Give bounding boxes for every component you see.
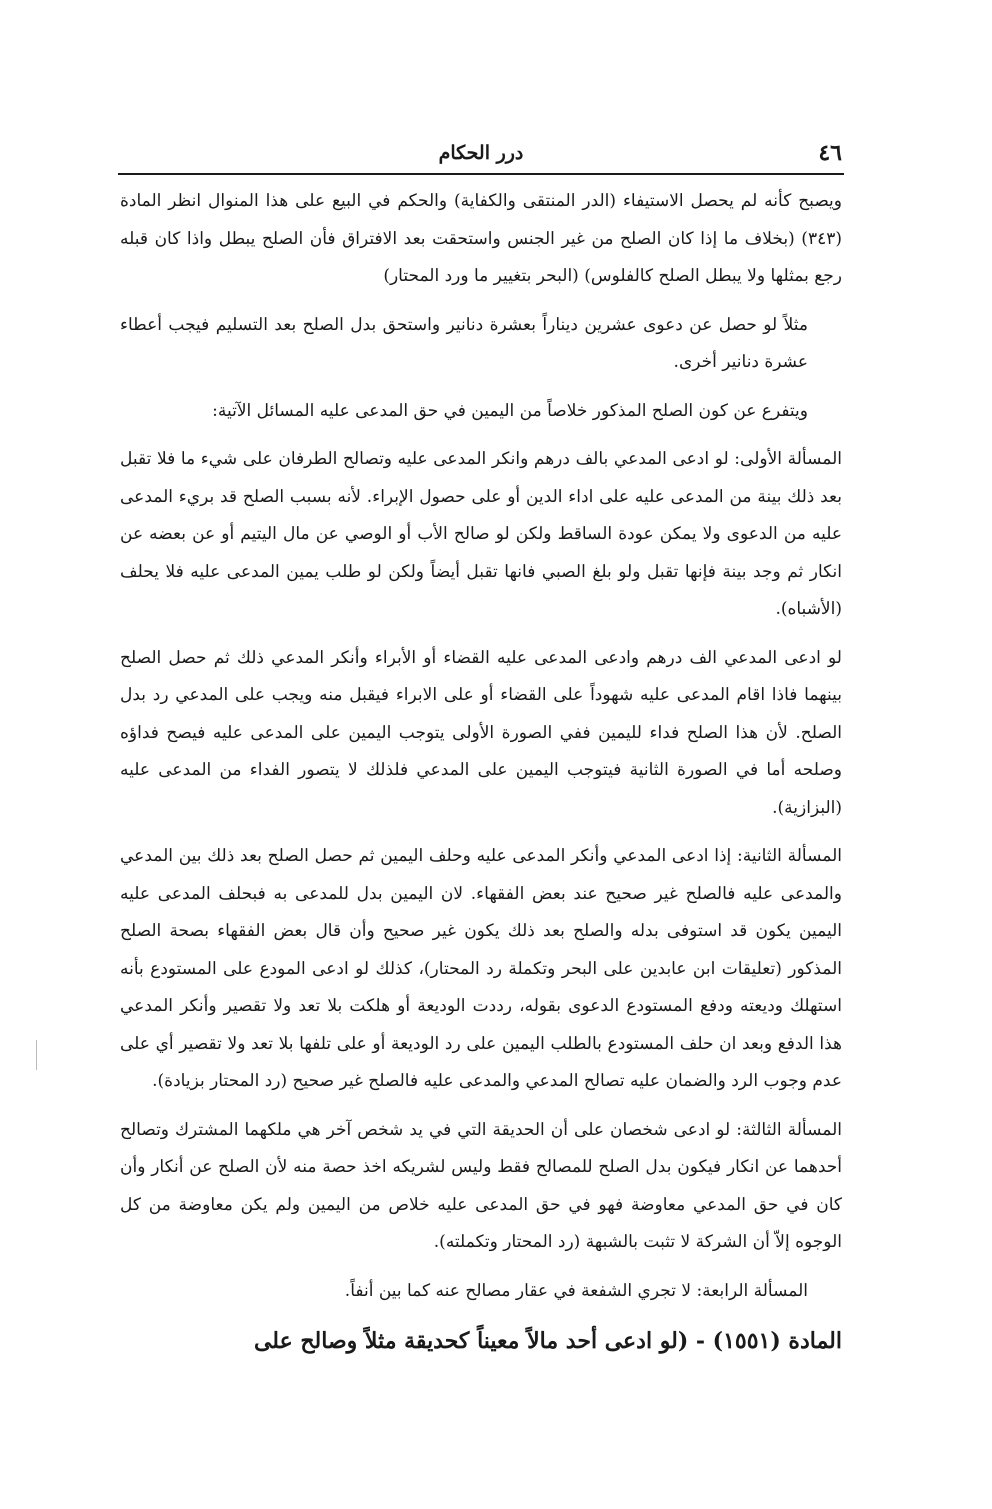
page-number: ٤٦: [818, 140, 842, 166]
running-title: درر الحكام: [438, 142, 524, 164]
header-rule: [118, 173, 844, 175]
paragraph-third-issue: المسألة الثالثة: لو ادعى شخصان على أن الحديقة التي في يد شخص آخر هي ملكهما المشترك وتصالح أحدهما عن انكار فيكون بدل الصلح للمصالح فقط وليس لشريكه اخذ حصة منه لأن الصلح عن أنكار وأن كان في حق المدعي معاوضة فهو في حق المدعى عليه خلاص من اليمين ولم يكن معاوضة من كل الوجوه إلاّ أن الشركة لا تثبت بالشبهة (رد المحتار وتكملته).: [120, 1119, 842, 1252]
article-heading: المادة (١٥٥١) - (لو ادعى أحد مالاً معيناً كحديقة مثلاً وصالح على: [253, 1328, 842, 1354]
margin-mark: [36, 1040, 37, 1070]
page-header: [120, 140, 842, 172]
paragraph-second-issue: المسألة الثانية: إذا ادعى المدعي وأنكر المدعى عليه وحلف اليمين ثم حصل الصلح بعد ذلك بين المدعي والمدعى عليه فالصلح غير صحيح عند بعض الفقهاء. لان اليمين بدل للمدعى به فبحلف المدعى عليه اليمين يكون قد استوفى بدله والصلح بعد ذلك يكون غير صحيح وأن قال بعض الفقهاء بصحة الصلح المذكور (تعليقات ابن عابدين على البحر وتكملة رد المحتار)، كذلك لو ادعى المودع على المستودع بأنه استهلك وديعته ودفع المستودع الدعوى بقوله، رددت الوديعة أو هلكت بلا تعد ولا تقصير وأنكر المدعي هذا الدفع وبعد ان حلف المستودع بالطلب اليمين على رد الوديعة أو على تلفها بلا تعد ولا تقصير أي على عدم وجوب الرد والضمان عليه تصالح المدعي والمدعى عليه فالصلح غير صحيح (رد المحتار بزيادة).: [120, 846, 842, 1091]
page-body: [120, 183, 842, 1372]
paragraph-first-issue: المسألة الأولى: لو ادعى المدعي بالف درهم وانكر المدعى عليه وتصالح الطرفان على شيء ما فلا تقبل بعد ذلك بينة من المدعى عليه على اداء الدين أو على حصول الإبراء. لأنه بسبب الصلح قد بريء المدعى عليه من الدعوى ولا يمكن عودة الساقط ولكن لو صالح الأب أو الوصي عن مال اليتيم أو عن بعضه عن انكار ثم وجد بينة فإنها تقبل ولو بلغ الصبي فانها تقبل أيضاً ولكن لو طلب يمين المدعى عليه فلا يحلف (الأشباه).: [120, 449, 842, 619]
paragraph-continuation: ويصبح كأنه لم يحصل الاستيفاء (الدر المنتقى والكفاية) والحكم في البيع على هذا المنوال انظر المادة (٣٤٣) (بخلاف ما إذا كان الصلح من غير الجنس واستحقت بعد الافتراق فأن الصلح يبطل واذا كان قبله رجع بمثلها ولا يبطل الصلح كالفلوس) (البحر بتغيير ما ورد المحتار): [120, 191, 842, 286]
paragraph-first-issue-continued: لو ادعى المدعي الف درهم وادعى المدعى عليه القضاء أو الأبراء وأنكر المدعي ذلك ثم حصل الصلح بينهما فاذا اقام المدعى عليه شهوداً على القضاء أو على الابراء فيقبل منه ويجب على المدعي رد بدل الصلح. لأن هذا الصلح فداء لليمين ففي الصورة الأولى يتوجب اليمين على المدعى عليه فيصح فداؤه وصلحه أما في الصورة الثانية فيتوجب اليمين على المدعي فلذلك لا يتصور الفداء من المدعى عليه (البزازية).: [120, 647, 842, 818]
paragraph-fourth-issue: المسألة الرابعة: لا تجري الشفعة في عقار مصالح عنه كما بين أنفاً.: [344, 1280, 808, 1301]
paragraph-example: مثلاً لو حصل عن دعوى عشرين ديناراً بعشرة دنانير واستحق بدل الصلح بعد التسليم فيجب أعطاء عشرة دنانير أخرى.: [120, 314, 808, 372]
paragraph-intro: ويتفرع عن كون الصلح المذكور خلاصاً من اليمين في حق المدعى عليه المسائل الآتية:: [212, 400, 808, 421]
